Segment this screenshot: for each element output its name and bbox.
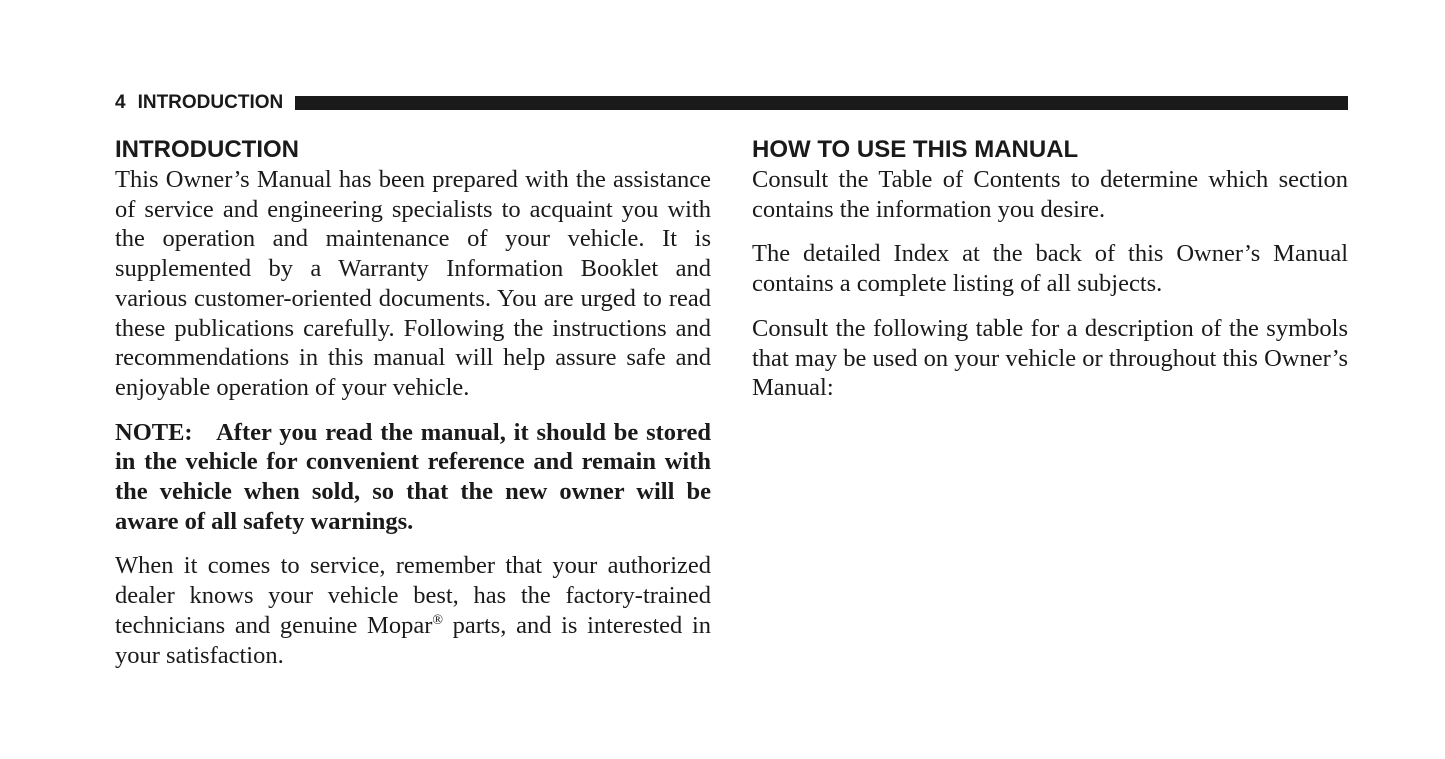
service-text-end: parts, and is interested in your satisfaction. [115,611,712,669]
note-paragraph: NOTE: After you read the manual, it should be stored in the vehicle for convenient reference and remain with the vehicle when sold, so that the new owner will be aware of all safety warnings. [115,418,711,535]
left-column [115,135,711,670]
how-to-use-heading: HOW TO USE THIS MANUAL [752,136,1079,163]
index-paragraph: The detailed Index at the back of this Owner’s Manual contains a complete listing of all subjects. [752,240,1348,298]
introduction-heading: INTRODUCTION [115,136,299,163]
running-title: INTRODUCTION [137,92,284,113]
contents-paragraph: Consult the Table of Contents to determine which section contains the information you desire. [752,166,1348,223]
header-rule-bar [295,96,1348,110]
symbols-paragraph: Consult the following table for a description of the symbols that may be used on your vehicle or throughout this Owner’s Manual: [752,314,1348,402]
service-text-start: When it comes to service, remember that your authorized dealer knows your vehicle best, has the factory-trained technicians and genuine Mopar [115,552,711,639]
service-paragraph [115,551,711,670]
page-number: 4 [115,92,126,113]
right-column [752,135,1348,403]
registered-mark: ® [432,612,444,628]
intro-paragraph: This Owner’s Manual has been prepared with the assistance of service and engineering specialists to acquaint you with the operation and maintenance of your vehicle. It is supplemented by a Warranty Information Booklet and various customer-oriented documents. You are urged to read these publications carefully. Following the instructions and recommendations in this manual will help assure safe and enjoyable operation of your vehicle. [115,166,711,401]
running-header [115,92,1348,114]
